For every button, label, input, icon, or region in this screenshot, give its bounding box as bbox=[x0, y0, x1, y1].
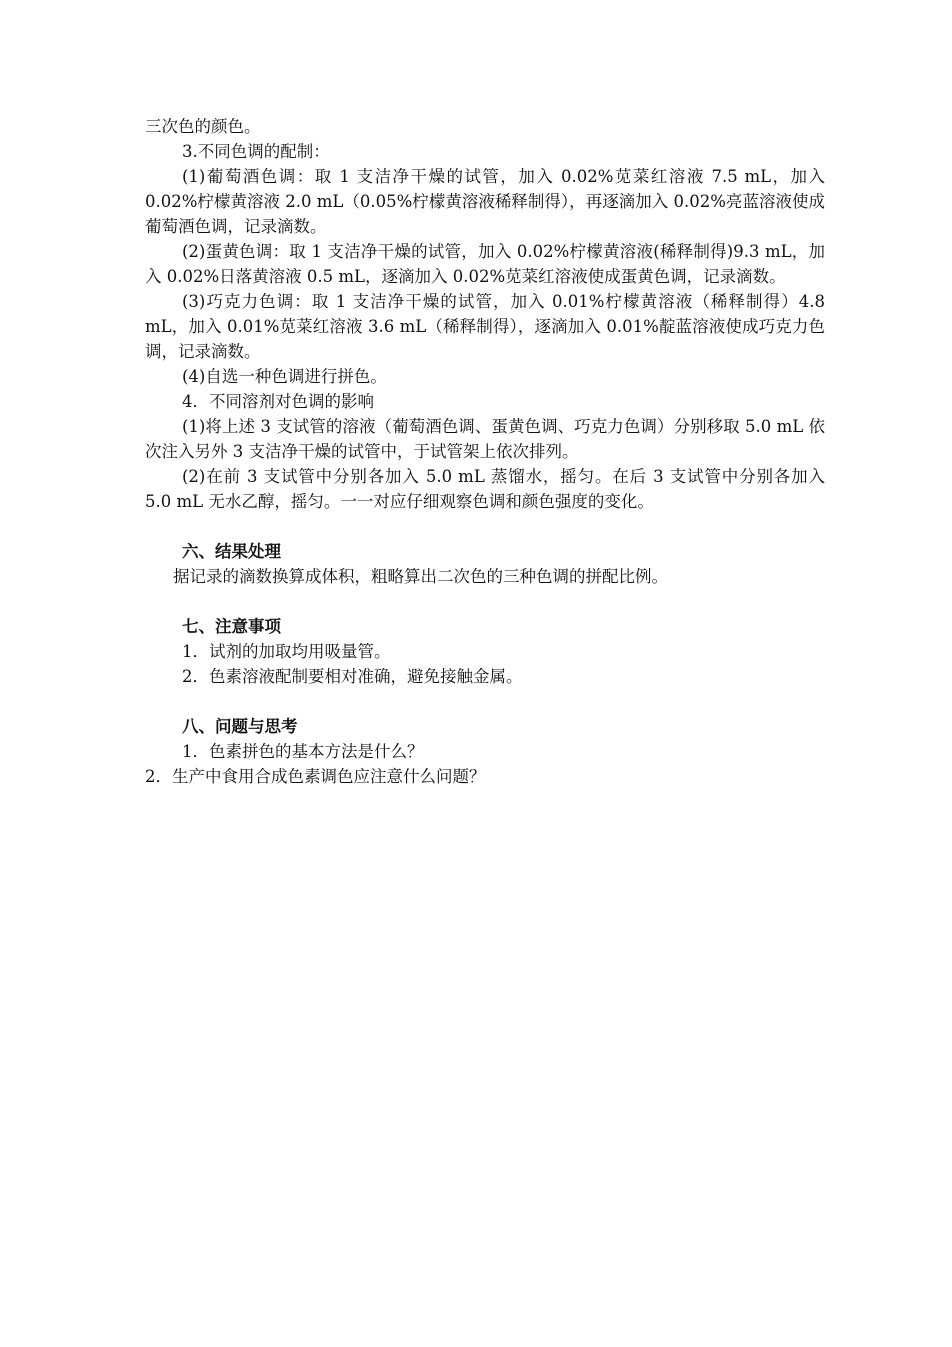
section7-heading: 七、注意事项 bbox=[182, 617, 281, 636]
section8-heading: 八、问题与思考 bbox=[182, 717, 298, 736]
spacer bbox=[145, 589, 825, 614]
section6-heading: 六、结果处理 bbox=[182, 542, 281, 561]
spacer bbox=[145, 689, 825, 714]
item3-1-paragraph: (1)葡萄酒色调：取 1 支洁净干燥的试管，加入 0.02%苋菜红溶液 7.5 mL，加入 0.02%柠檬黄溶液 2.0 mL（0.05%柠檬黄溶液稀释制得），再逐滴加入 0.02%亮蓝溶液使成葡萄酒色调，记录滴数。 bbox=[145, 167, 825, 236]
item4-title: 4．不同溶剂对色调的影响 bbox=[182, 392, 374, 411]
section6-body: 据记录的滴数换算成体积，粗略算出二次色的三种色调的拼配比例。 bbox=[173, 567, 668, 586]
section7-item2: 2．色素溶液配制要相对准确，避免接触金属。 bbox=[182, 667, 523, 686]
item4-2-paragraph: (2)在前 3 支试管中分别各加入 5.0 mL 蒸馏水，摇匀。在后 3 支试管中分别各加入 5.0 mL 无水乙醇，摇匀。一一对应仔细观察色调和颜色强度的变化。 bbox=[145, 467, 825, 511]
item3-title: 3.不同色调的配制： bbox=[182, 142, 330, 161]
section8-item2: 2．生产中食用合成色素调色应注意什么问题？ bbox=[145, 767, 486, 786]
document-page bbox=[145, 114, 825, 789]
item3-4-paragraph: (4)自选一种色调进行拼色。 bbox=[182, 367, 387, 386]
spacer bbox=[145, 514, 825, 539]
item3-3-paragraph: (3)巧克力色调：取 1 支洁净干燥的试管，加入 0.01%柠檬黄溶液（稀释制得）4.8 mL，加入 0.01%苋菜红溶液 3.6 mL（稀释制得），逐滴加入 0.01%靛蓝溶液使成巧克力色调，记录滴数。 bbox=[145, 292, 825, 361]
item3-2-paragraph: (2)蛋黄色调：取 1 支洁净干燥的试管，加入 0.02%柠檬黄溶液(稀释制得)9.3 mL，加入 0.02%日落黄溶液 0.5 mL，逐滴加入 0.02%苋菜红溶液使成蛋黄色调，记录滴数。 bbox=[145, 242, 825, 286]
section5-tail: 三次色的颜色。 bbox=[145, 117, 261, 136]
section7-item1: 1．试剂的加取均用吸量管。 bbox=[182, 642, 391, 661]
section8-item1: 1．色素拼色的基本方法是什么？ bbox=[182, 742, 424, 761]
item4-1-paragraph: (1)将上述 3 支试管的溶液（葡萄酒色调、蛋黄色调、巧克力色调）分别移取 5.0 mL 依次注入另外 3 支洁净干燥的试管中，于试管架上依次排列。 bbox=[145, 417, 825, 461]
